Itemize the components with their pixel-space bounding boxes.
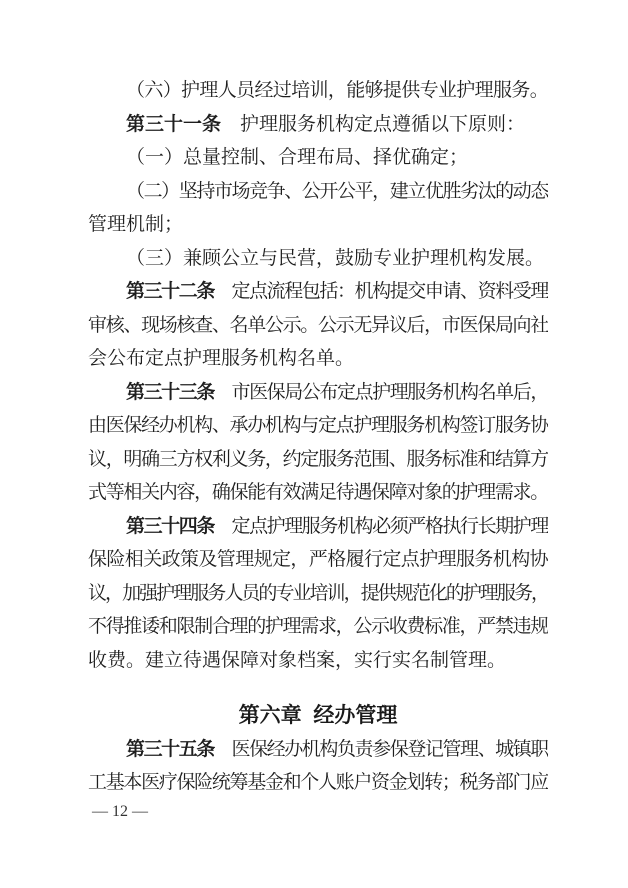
line-text: 审核、现场核查、名单公示。公示无异议后，市医保局向社: [88, 314, 548, 336]
document-line: [88, 577, 548, 611]
line-text: （一）总量控制、合理布局、择优确定；: [126, 147, 469, 168]
document-line: [88, 376, 548, 410]
line-text: （三）兼顾公立与民营，鼓励专业护理机构发展。: [126, 247, 545, 269]
document-body: [88, 74, 548, 800]
document-line: [88, 342, 548, 376]
line-text: 保险相关政策及管理规定，严格履行定点护理服务机构协: [88, 549, 548, 570]
document-line: [88, 610, 548, 644]
document-line: [88, 208, 548, 242]
document-line: [88, 443, 548, 477]
article-number: 第三十二条: [126, 281, 214, 302]
page-number: — 12 —: [92, 803, 148, 820]
line-text: 议，加强护理服务人员的专业培训，提供规范化的护理服务，: [88, 582, 548, 604]
line-text: 医保经办机构负责参保登记管理、城镇职: [213, 738, 548, 760]
line-text: 议，明确三方权利义务，约定服务范围、服务标准和结算方: [88, 448, 548, 470]
document-line: [88, 242, 548, 276]
document-line: [88, 766, 548, 800]
line-text: 管理机制；: [88, 214, 184, 235]
document-line: [88, 644, 548, 678]
document-line: [88, 175, 548, 209]
document-line: [88, 476, 548, 510]
document-line: [88, 74, 548, 108]
line-text: 护理服务机构定点遵循以下原则：: [221, 113, 526, 135]
line-text: 不得推诿和限制合理的护理需求，公示收费标准，严禁违规: [88, 616, 548, 637]
line-text: 定点护理服务机构必须严格执行长期护理: [213, 515, 548, 537]
document-line: [88, 309, 548, 343]
line-text: 会公布定点护理服务机构名单。: [88, 348, 355, 369]
chapter-heading: 第六章 经办管理: [238, 704, 398, 727]
document-line: [88, 543, 548, 577]
document-line: [88, 409, 548, 443]
line-text: 工基本医疗保险统筹基金和个人账户资金划转；税务部门应: [88, 772, 548, 793]
line-text: 市医保局公布定点护理服务机构名单后，: [213, 381, 548, 403]
line-text: 收费。建立待遇保障对象档案，实行实名制管理。: [88, 649, 507, 671]
document-line: [88, 733, 548, 767]
line-text: （二）坚持市场竞争、公开公平，建立优胜劣汰的动态: [126, 180, 548, 202]
paragraph-spacer: [88, 677, 548, 699]
document-line: [88, 510, 548, 544]
article-number: 第三十五条: [126, 738, 214, 760]
document-line: [88, 141, 548, 175]
line-text: 定点流程包括：机构提交申请、资料受理: [213, 281, 548, 302]
line-text: （六）护理人员经过培训，能够提供专业护理服务。: [126, 80, 548, 101]
document-line: [88, 108, 548, 142]
line-text: 式等相关内容，确保能有效满足待遇保障对象的护理需求。: [88, 482, 548, 503]
article-number: 第三十四条: [126, 515, 214, 537]
article-number: 第三十三条: [126, 381, 214, 403]
article-number: 第三十一条: [126, 113, 222, 135]
document-line: [88, 275, 548, 309]
line-text: 由医保经办机构、承办机构与定点护理服务机构签订服务协: [88, 415, 548, 436]
